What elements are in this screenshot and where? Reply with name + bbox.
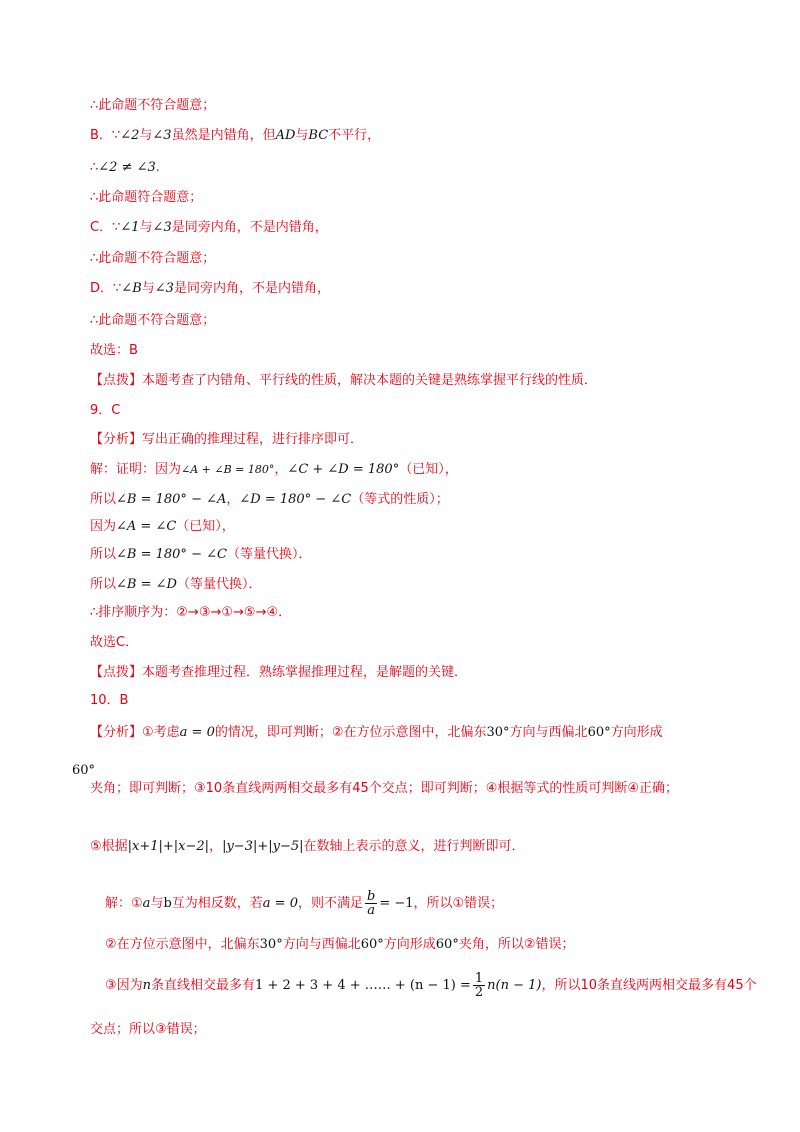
text: ⑤根据 (90, 839, 128, 854)
text: 故选：B (90, 343, 138, 358)
text: ，所以①错误； (413, 896, 504, 911)
math-expression: ∠B = 180° − ∠C (116, 547, 227, 562)
text-line (90, 838, 525, 856)
text: 交点；所以③错误； (90, 1022, 206, 1037)
math-expression: n(n − 1) (487, 978, 542, 993)
text-line (90, 724, 663, 742)
text-line (90, 491, 449, 509)
text: （等量代换）． (176, 577, 262, 592)
text: 方向与西偏北 (282, 937, 361, 952)
text-line (90, 342, 138, 360)
text-line (90, 780, 678, 798)
text: ③因为 (105, 978, 143, 993)
question-number (90, 402, 120, 420)
text-line (90, 546, 311, 564)
text-line (90, 250, 215, 268)
text: 互为相反数，若 (171, 896, 263, 911)
fraction-numerator: b (366, 889, 376, 904)
text: 9．C (90, 403, 121, 418)
math-expression: BC (308, 128, 329, 143)
text-line (105, 936, 574, 954)
text: 解：证明：因为 (90, 462, 182, 477)
text: B．∵ (90, 128, 121, 143)
math-expression: ∠A + ∠B = 180° (181, 463, 275, 476)
text-line (90, 159, 160, 177)
math-expression: ∠B = ∠D (116, 577, 177, 592)
text-line (90, 97, 215, 115)
text: 所以 (90, 492, 117, 507)
text-line (90, 127, 380, 145)
text-line (90, 219, 328, 237)
text-line (105, 972, 757, 999)
math-expression: ∠2 ≠ ∠3 (98, 160, 156, 175)
text-line (90, 518, 235, 536)
text: 的情况，即可判断；②在方位示意图中，北偏东 (214, 725, 487, 740)
math-expression: ∠B = 180° − ∠A (116, 492, 227, 507)
math-expression: ∠2 (120, 128, 140, 143)
text: 所以 (90, 547, 117, 562)
text: 故选C． (90, 635, 139, 650)
text-line (90, 576, 261, 594)
text: . (155, 160, 160, 175)
math-expression: ∠3 (154, 281, 174, 296)
text-line (90, 604, 291, 622)
text: 与 (141, 281, 155, 296)
text: ，则不满足 (297, 896, 363, 911)
math-expression: ∠C + ∠D = 180° (287, 462, 400, 477)
math-expression: b (163, 896, 172, 911)
text-line (90, 634, 138, 652)
text: 【点拨】本题考查了内错角、平行线的性质，解决本题的关键是熟练掌握平行线的性质． (90, 373, 598, 388)
text: ， (226, 492, 240, 507)
text: ②在方位示意图中，北偏东 (105, 937, 260, 952)
text: （已知）， (399, 462, 458, 477)
text: 不平行， (328, 128, 381, 143)
text: 与 (150, 896, 164, 911)
text: ∴此命题不符合题意； (90, 98, 216, 113)
fraction-numerator: 1 (474, 971, 484, 986)
math-expression: ∠3 (152, 128, 172, 143)
text-line (90, 1021, 206, 1039)
math-expression: a = 0 (179, 725, 215, 740)
fraction (473, 972, 485, 999)
math-expression: ∠D = 180° − ∠C (239, 492, 352, 507)
text: ， (209, 839, 223, 854)
text: 方向与西偏北 (509, 725, 588, 740)
text: 方向形成 (383, 937, 436, 952)
text-line (90, 189, 202, 207)
text: 因为 (90, 519, 117, 534)
text: ∴此命题不符合题意； (90, 251, 216, 266)
math-expression: n (142, 978, 152, 993)
text: ∴ (90, 160, 99, 175)
math-expression: ∠3 (152, 220, 172, 235)
math-expression: 60° (435, 937, 459, 952)
text: ∴排序顺序为：②→③→①→⑤→④． (90, 605, 292, 620)
math-expression: 60° (587, 725, 611, 740)
text: ， (274, 462, 288, 477)
text-line (90, 461, 458, 479)
math-expression: ∠B (121, 281, 142, 296)
math-expression: 30° (486, 725, 510, 740)
text-line (105, 890, 503, 917)
text: C．∵ (90, 220, 121, 235)
math-expression: a (142, 896, 151, 911)
text: 夹角；即可判断；③10条直线两两相交最多有45个交点；即可判断；④根据等式的性质可判断④正确； (90, 781, 679, 796)
math-expression: ∠1 (120, 220, 140, 235)
text-line (90, 280, 330, 298)
text: 与 (139, 220, 153, 235)
text: ∴此命题符合题意； (90, 190, 203, 205)
fraction-denominator: 2 (474, 985, 484, 1000)
math-expression: |y−3|+|y−5| (222, 839, 304, 854)
text: 与 (295, 128, 309, 143)
math-expression: ∠A = ∠C (116, 519, 177, 534)
math-expression: AD (275, 128, 296, 143)
text: （等式的性质）； (351, 492, 449, 507)
text: 条直线相交最多有 (151, 978, 256, 993)
math-expression: |x+1|+|x−2| (127, 839, 210, 854)
text-line (90, 372, 597, 390)
text: 在数轴上表示的意义，进行判断即可． (303, 839, 525, 854)
text: 【分析】写出正确的推理过程，进行排序即可． (90, 432, 364, 447)
question-number (90, 692, 128, 710)
text-line (90, 664, 467, 682)
math-expression: 30° (259, 937, 283, 952)
math-expression: = −1 (379, 896, 414, 911)
text: 方向形成 (610, 725, 663, 740)
math-expression: 60° (72, 763, 96, 778)
math-expression: 60° (360, 937, 384, 952)
text-line (72, 762, 95, 780)
text: 所以 (90, 577, 117, 592)
fraction-denominator: a (367, 903, 376, 918)
text: ∴此命题不符合题意； (90, 313, 216, 328)
text: 虽然是内错角，但 (171, 128, 276, 143)
text: 夹角，所以②错误； (458, 937, 575, 952)
text: 【点拨】本题考查推理过程．熟练掌握推理过程，是解题的关键． (90, 665, 468, 680)
fraction (365, 890, 377, 917)
text: 【分析】①考虑 (90, 725, 180, 740)
text: 10．B (90, 693, 129, 708)
text: （已知）， (176, 519, 235, 534)
text: 解：① (105, 896, 143, 911)
text: D．∵ (90, 281, 122, 296)
math-expression: 1 + 2 + 3 + 4 + …… + (n − 1) = (255, 978, 471, 993)
text: 与 (139, 128, 153, 143)
text-line (90, 312, 215, 330)
text-line (90, 431, 363, 449)
text: 是同旁内角，不是内错角， (173, 281, 330, 296)
text: 是同旁内角，不是内错角， (171, 220, 328, 235)
text: （等量代换）． (226, 547, 312, 562)
text: ，所以10条直线两两相交最多有45个 (541, 978, 757, 993)
math-expression: a = 0 (262, 896, 298, 911)
